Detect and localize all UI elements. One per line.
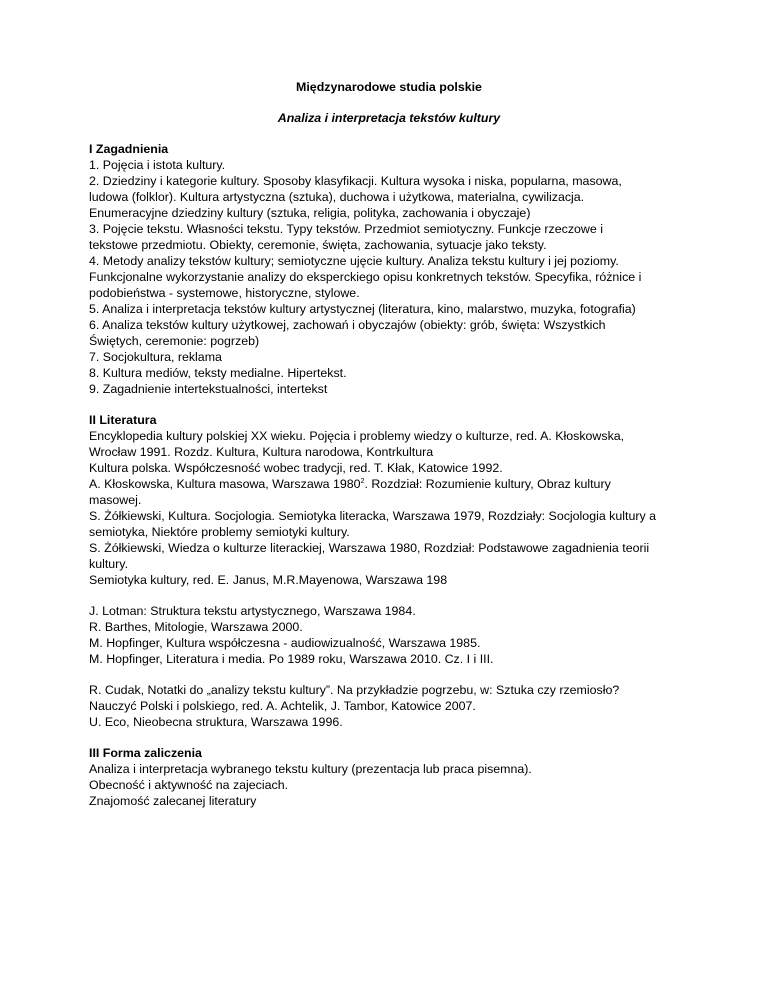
requirement-line: Znajomość zalecanej literatury bbox=[89, 794, 257, 808]
document-page bbox=[89, 79, 689, 824]
topic-line: 8. Kultura mediów, teksty medialne. Hipertekst. bbox=[89, 366, 347, 380]
reference-line: Nauczyć Polski i polskiego, red. A. Achtelik, J. Tambor, Katowice 2007. bbox=[89, 699, 476, 713]
reference-line: Kultura polska. Współczesność wobec tradycji, red. T. Kłak, Katowice 1992. bbox=[89, 461, 503, 475]
reference-line: M. Hopfinger, Kultura współczesna - audiowizualność, Warszawa 1985. bbox=[89, 636, 481, 650]
topic-line: Enumeracyjne dziedziny kultury (sztuka, religia, polityka, zachowania i obyczaje) bbox=[89, 206, 531, 220]
reference-line: R. Barthes, Mitologie, Warszawa 2000. bbox=[89, 620, 303, 634]
reference-line: S. Żółkiewski, Wiedza o kulturze literackiej, Warszawa 1980, Rozdział: Podstawowe zagadnienia teorii bbox=[89, 541, 650, 555]
topic-line: 6. Analiza tekstów kultury użytkowej, zachowań i obyczajów (obiekty: grób, święta: Wszystkich bbox=[89, 318, 606, 332]
reference-line: R. Cudak, Notatki do „analizy tekstu kultury”. Na przykładzie pogrzebu, w: Sztuka czy rzemiosło? bbox=[89, 683, 620, 697]
section-zagadnienia bbox=[89, 141, 689, 397]
literature-block bbox=[89, 428, 689, 588]
section-heading: III Forma zaliczenia bbox=[89, 746, 202, 760]
reference-line: U. Eco, Nieobecna struktura, Warszawa 1996. bbox=[89, 715, 343, 729]
topic-line: 3. Pojęcie tekstu. Własności tekstu. Typy tekstów. Przedmiot semiotyczny. Funkcje rzeczowe i bbox=[89, 222, 603, 236]
topic-line: 2. Dziedziny i kategorie kultury. Sposoby klasyfikacji. Kultura wysoka i niska, popularna, masowa, bbox=[89, 174, 622, 188]
edition-superscript: 2 bbox=[360, 477, 365, 485]
topic-line: 1. Pojęcia i istota kultury. bbox=[89, 158, 226, 172]
reference-line: M. Hopfinger, Literatura i media. Po 1989 roku, Warszawa 2010. Cz. I i III. bbox=[89, 652, 494, 666]
reference-line: semiotyka, Niektóre problemy semiotyki kultury. bbox=[89, 525, 350, 539]
topic-line: 9. Zagadnienie intertekstualności, intertekst bbox=[89, 382, 328, 396]
reference-line: masowej. bbox=[89, 493, 142, 507]
reference-text: . Rozdział: Rozumienie kultury, Obraz kultury bbox=[364, 477, 611, 491]
literature-block bbox=[89, 682, 689, 730]
reference-text: A. Kłoskowska, Kultura masowa, Warszawa 1980 bbox=[89, 477, 361, 491]
topic-line: 4. Metody analizy tekstów kultury; semiotyczne ujęcie kultury. Analiza tekstu kultury i jej poziomy. bbox=[89, 254, 619, 268]
reference-line: Encyklopedia kultury polskiej XX wieku. Pojęcia i problemy wiedzy o kulturze, red. A. Kłoskowska, bbox=[89, 429, 625, 443]
requirement-line: Obecność i aktywność na zajeciach. bbox=[89, 778, 289, 792]
topic-line: 5. Analiza i interpretacja tekstów kultury artystycznej (literatura, kino, malarstwo, muzyka, fotografia) bbox=[89, 302, 636, 316]
topic-line: 7. Socjokultura, reklama bbox=[89, 350, 222, 364]
document-subtitle: Analiza i interpretacja tekstów kultury bbox=[277, 111, 501, 125]
document-title: Międzynarodowe studia polskie bbox=[296, 80, 482, 94]
reference-line: kultury. bbox=[89, 557, 129, 571]
reference-line: Semiotyka kultury, red. E. Janus, M.R.Mayenowa, Warszawa 198 bbox=[89, 573, 448, 587]
topic-line: Funkcjonalne wykorzystanie analizy do eksperckiego opisu konkretnych tekstów. Specyfika, różnice i bbox=[89, 270, 642, 284]
reference-line: J. Lotman: Struktura tekstu artystycznego, Warszawa 1984. bbox=[89, 604, 416, 618]
reference-line: Wrocław 1991. Rozdz. Kultura, Kultura narodowa, Kontrkultura bbox=[89, 445, 434, 459]
topic-line: tekstowe przedmiotu. Obiekty, ceremonie, święta, zachowania, sytuacje jako teksty. bbox=[89, 238, 547, 252]
topic-line: podobieństwa - systemowe, historyczne, stylowe. bbox=[89, 286, 360, 300]
section-heading: I Zagadnienia bbox=[89, 142, 169, 156]
section-forma-zaliczenia bbox=[89, 745, 689, 809]
section-heading: II Literatura bbox=[89, 413, 157, 427]
requirement-line: Analiza i interpretacja wybranego tekstu kultury (prezentacja lub praca pisemna). bbox=[89, 762, 532, 776]
literature-block bbox=[89, 603, 689, 667]
topic-line: ludowa (folklor). Kultura artystyczna (sztuka), duchowa i użytkowa, materialna, cywilizacja. bbox=[89, 190, 585, 204]
reference-line bbox=[89, 476, 689, 492]
topic-line: Świętych, ceremonie: pogrzeb) bbox=[89, 334, 260, 348]
reference-line: S. Żółkiewski, Kultura. Socjologia. Semiotyka literacka, Warszawa 1979, Rozdziały: Socjologia kultury a bbox=[89, 509, 656, 523]
